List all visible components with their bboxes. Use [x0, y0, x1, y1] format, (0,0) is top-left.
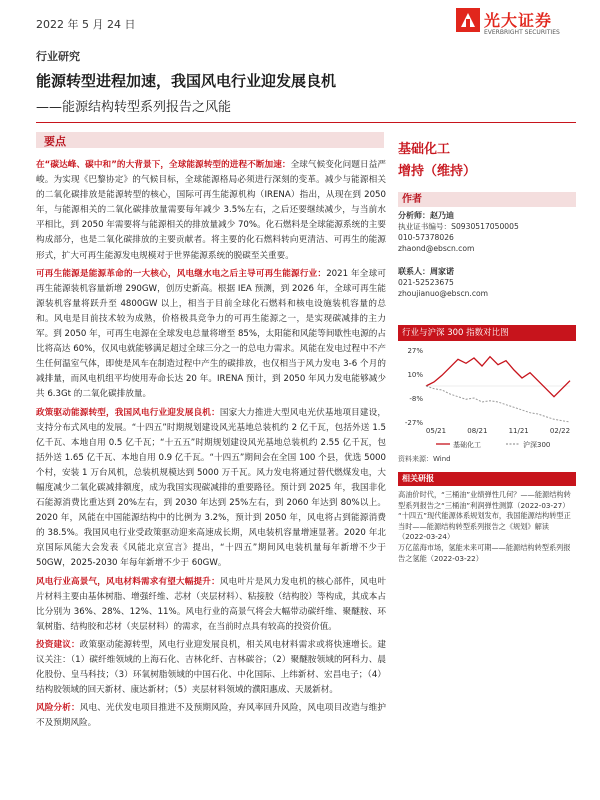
paragraph-lead: 可再生能源是能源革命的一大核心，风电继水电之后主导可再生能源行业： — [36, 268, 327, 279]
paragraph-body: 2021 年全球可再生能源装机容量新增 290GW，创历史新高。根据 IEA 预测，到 2026 年，全球可再生能源装机容量将跃升至 4800GW 以上，相当于目前全球化石燃料和核电设施装机容量的总和。风电是目前技术较为成熟，价格极具竞争力的可再生能源之一，是实现碳减排的主力军。到 2050 年，可再生电源在全球发电总量将增至 85%，太阳能和风能等间歇性电源的占比将高达 60%，仅风电就能够满足超过全球三分之一的总电力需求。风能在发电过程中不产生任何温室气体，即使是风车在制造过程中产生的碳排放，也仅相当于风力发电 3-6 个月的减排量，而风电机组平均使用寿命长达 20 年。IRENA 预计，到 2050 年风力发电能够减少共 6.3Gt 的二氧化碳排放量。 — [36, 268, 386, 400]
paragraph-body: 风电、光伏发电项目推进不及预期风险，弃风率回升风险，风电项目改造与维护不及预期风险。 — [36, 703, 386, 729]
sector-name: 基础化工 — [398, 142, 451, 157]
keypoints-body — [36, 158, 386, 734]
brand-logo — [456, 6, 576, 46]
chart-title: 行业与沪深 300 指数对比图 — [398, 325, 576, 341]
keypoints-header-bar — [36, 132, 384, 148]
analyst-block — [398, 210, 576, 254]
paragraph-policy — [36, 406, 386, 572]
paragraph-body: 风电叶片是风力发电机的核心部件，风电叶片材料主要由基体树脂、增强纤维、芯材（夹层材料）、粘接胶（结构胶）等构成，其成本占比分别为 36%、28%、12%、11%。风电行业的高景气将会大幅带动碳纤维、聚醚胺、环氧树脂、结构胶和芯材（夹层材料）的需求，在当前时点具有较高的投资价值。 — [36, 576, 386, 632]
analyst-cert: 执业证书编号：S0930517050005 — [398, 222, 519, 231]
brand-name-en: EVERBRIGHT SECURITIES — [484, 29, 560, 36]
related-report-item[interactable]: “十四五”现代能源体系规划发布，我国能源结构转型正当时——能源结构转型系列报告之《规划》解读（2022-03-24） — [398, 511, 571, 542]
analyst-line — [398, 210, 576, 221]
contact-role: 联系人： — [398, 267, 430, 276]
y-tick-label: 10% — [407, 371, 423, 379]
x-tick-label: 05/21 — [425, 427, 447, 435]
paragraph-lead: 投资建议： — [36, 639, 80, 650]
report-category: 行业研究 — [36, 50, 80, 63]
chart-source: 资料来源：Wind — [398, 455, 451, 463]
x-tick-label: 08/21 — [467, 427, 488, 435]
x-tick-label: 02/22 — [549, 427, 571, 435]
paragraph-body: 全球气候变化问题日益严峻。为实现《巴黎协定》的气候目标，全球能源格局必须进行深刻的变革。减少与能源相关的二氧化碳排放是能源转型的核心，国际可再生能源机构（IRENA）指出，从现在到 2050 年，与能源相关的二氧化碳排放量需要每年减少 3.5%左右，之后还要继续减少，与当前水平相比，到 2050 年需要将与能源相关的排放量减少 70%。化石燃料是全球能源系统的主要构成部分，也是二氧化碳排放的主要贡献者。将主要的化石燃料转向更清洁、可再生的能源形式，扩大可再生能源发电规模对于世界能源系统的脱碳至关重要。 — [36, 160, 386, 261]
contact-email[interactable]: zhoujianuo@ebscn.com — [398, 289, 489, 298]
keypoints-label: 要点 — [44, 135, 66, 148]
report-date: 2022 年 5 月 24 日 — [36, 18, 136, 31]
series-line-sector — [426, 357, 570, 397]
analyst-phone: 010-57378026 — [398, 233, 454, 242]
related-reports-list — [398, 490, 576, 564]
contact-block — [398, 266, 576, 299]
paragraph-renewables — [36, 267, 386, 403]
contact-name: 周家诺 — [430, 267, 454, 276]
header-divider — [36, 122, 576, 123]
legend-label: 沪深300 — [523, 441, 551, 449]
rating: 增持（维持） — [398, 164, 477, 179]
related-reports-header: 相关研报 — [398, 472, 576, 486]
analyst-email[interactable]: zhaond@ebscn.com — [398, 244, 475, 253]
contact-phone: 021-52523675 — [398, 278, 454, 287]
contact-line — [398, 266, 576, 277]
analyst-name: 赵乃迪 — [430, 211, 454, 220]
paragraph-investment — [36, 638, 386, 698]
index-comparison-chart — [398, 342, 576, 452]
paragraph-body: 政策驱动能源转型，风电行业迎发展良机，相关风电材料需求或将快速增长。建议关注：（1）碳纤维领域的上海石化、吉林化纤、吉林碳谷；（2）聚醚胺领域的阿科力、晨化股份、皇马科技；（3）环氧树脂领域的中国石化、中化国际、上纬新材、宏昌电子；（4）结构胶领域的回天新材、康达新材；（5）夹层材料领域的濮阳惠成、天晟新材。 — [36, 639, 386, 696]
y-tick-label: 27% — [407, 347, 423, 355]
legend-label: 基础化工 — [453, 441, 481, 449]
brand-name-cn: 光大证券 — [484, 11, 553, 30]
report-subtitle: ——能源结构转型系列报告之风能 — [36, 100, 232, 115]
x-tick-label: 11/21 — [508, 427, 529, 435]
y-tick-label: -8% — [409, 395, 423, 403]
paragraph-lead: 政策驱动能源转型，我国风电行业迎发展良机： — [36, 407, 220, 418]
related-report-item[interactable]: 高油价时代，“三桶油”业绩弹性几何？——能源结构转型系列报告之“三桶油”利润弹性测算（2022-03-27） — [398, 490, 571, 510]
analyst-role: 分析师： — [398, 211, 430, 220]
related-report-item[interactable]: 万亿蓝海市场，氢能未来可期——能源结构转型系列报告之氢能（2022-03-22） — [398, 542, 571, 563]
y-tick-label: -27% — [404, 419, 423, 427]
paragraph-lead: 在“碳达峰、碳中和”的大背景下，全球能源转型的进程不断加速： — [36, 160, 291, 170]
authors-header: 作者 — [398, 192, 576, 207]
paragraph-materials — [36, 575, 386, 635]
paragraph-lead: 风险分析： — [36, 703, 80, 714]
paragraph-body: 国家大力推进大型风电光伏基地项目建设，支持分布式风电的发展。“十四五”时期规划建设风光基地总装机约 2 亿千瓦，包括外送 1.5 亿千瓦、本地自用 0.5 亿千瓦；“十五五”时期规划建设风光基地总装机约 2.55 亿千瓦，包括外送 1.65 亿千瓦、本地自用 0.9 亿千瓦。“十四五”期间会在全国 100 个县，优选 5000 个村，安装 1 万台风机，总装机规模达到 5000 万千瓦。风力发电将通过替代燃煤发电，大幅度减少二氧化碳减排额度，成为我国实现碳减排的重要路径。预计到 2025 年，我国非化石能源消费比重达到 20%左右，到 2030 年达到 25%左右，到 2060 年达到 80%以上。2020 年，风能在中国能源结构中的比例为 3.2%，预计到 2050 年，风电将占到能源消费的 38.5%。我国风电行业受政策驱动迎来高速成长期，风电装机容量增速显著。2020 年北京国际风能大会发表《风能北京宣言》提出，“十四五”期间风电装机量每年新增不少于 50GW，2025-2030 年每年新增不少于 60GW。 — [36, 407, 386, 569]
paragraph-lead: 风电行业高景气，风电材料需求有望大幅提升： — [36, 576, 220, 587]
logo-mark-icon — [456, 8, 480, 32]
paragraph-risk — [36, 701, 386, 731]
paragraph-macro — [36, 158, 386, 264]
report-title: 能源转型进程加速，我国风电行业迎发展良机 — [36, 72, 337, 90]
